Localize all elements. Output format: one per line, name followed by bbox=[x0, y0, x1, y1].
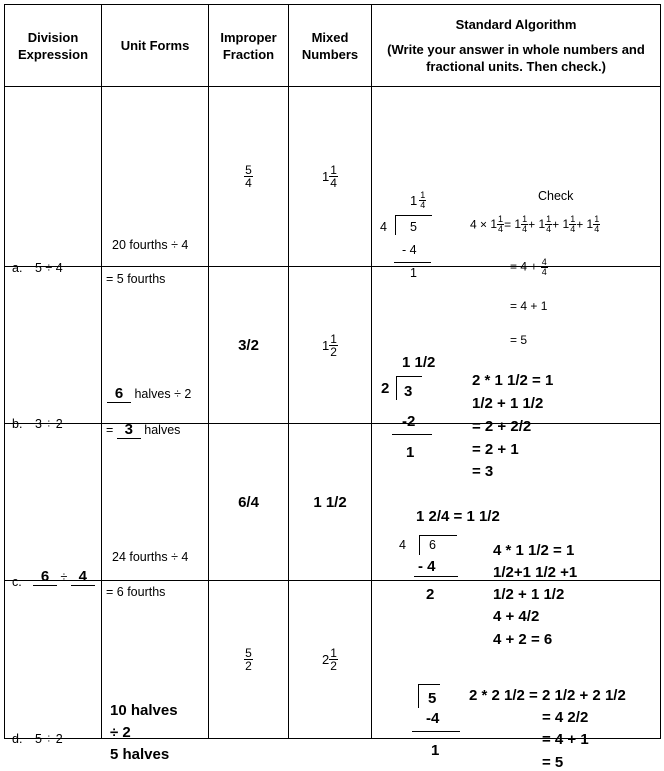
check-line: 2 * 2 1/2 = 2 1/2 + 2 1/2 bbox=[469, 686, 626, 704]
check-line: = 4 + 1 bbox=[510, 298, 548, 313]
subtraction: -2 bbox=[402, 413, 416, 430]
dividend: 3 bbox=[404, 383, 413, 400]
subtraction: - 4 bbox=[402, 242, 417, 257]
division-expression: 5 ÷ 2 bbox=[35, 731, 63, 746]
row-label: c. bbox=[12, 575, 22, 589]
remainder: 2 bbox=[426, 586, 435, 603]
remainder: 1 bbox=[410, 265, 417, 280]
division-bracket bbox=[418, 684, 419, 708]
remainder: 1 bbox=[406, 444, 415, 461]
check-line: = 2 + 1 bbox=[472, 441, 519, 458]
algo-subtitle: (Write your answer in whole numbers and fractional units. Then check.) bbox=[387, 42, 645, 74]
mixed-number: 1 1/2 bbox=[313, 493, 347, 511]
unit-form-result: = 6 fourths bbox=[106, 585, 166, 599]
unit-form-result: = 5 fourths bbox=[106, 271, 166, 286]
division-expression: 3 ÷ 2 bbox=[35, 417, 63, 431]
check-line: = 5 bbox=[510, 332, 528, 347]
check-line: = 2 + 2/2 bbox=[472, 418, 532, 435]
unit-form-line: 10 halves bbox=[110, 701, 178, 719]
unit-form-result: = 3 halves bbox=[106, 421, 181, 438]
check-line: 2 * 1 1/2 = 1 bbox=[472, 372, 554, 389]
division-worksheet-table bbox=[4, 4, 661, 771]
check-line: 4 + 2 = 6 bbox=[493, 631, 553, 648]
mixed-number: 1 $\frac{1}{4}$ bbox=[322, 163, 337, 190]
table-row bbox=[5, 87, 661, 267]
divisor: 4 bbox=[380, 219, 387, 234]
row-label: d. bbox=[12, 731, 23, 746]
division-bracket bbox=[396, 376, 397, 400]
check-line: = 4 + 1 bbox=[542, 730, 589, 748]
quotient: 1 $\frac{1}{4}$ bbox=[410, 189, 426, 210]
improper-fraction: 6/4 bbox=[238, 493, 259, 511]
division-bracket bbox=[419, 535, 420, 555]
improper-fraction: 3/2 bbox=[238, 336, 259, 354]
subtraction: -4 bbox=[426, 709, 440, 727]
improper-fraction: $\frac{5}{2}$ bbox=[245, 646, 252, 673]
mixed-number: 2 $\frac{1}{2}$ bbox=[322, 646, 337, 673]
algo-title: Standard Algorithm bbox=[455, 17, 577, 32]
check-line: 4 * 1 1/2 = 1 bbox=[493, 542, 575, 559]
check-line: = 5 bbox=[542, 753, 564, 771]
unit-form-line: 20 fourths ÷ 4 bbox=[112, 237, 189, 252]
subtraction: - 4 bbox=[418, 558, 436, 575]
check-line: 1/2 + 1 1/2 bbox=[493, 586, 565, 603]
divisor: 2 bbox=[381, 380, 390, 397]
check-line: 4 × 1 $\frac{1}{4}$ = 1 $\frac{1}{4}$ + 1 $\frac{1}{4}$ + 1 $\frac{1}{4}$ + 1 $\frac{1}{4}$ bbox=[470, 213, 600, 234]
dividend: 5 bbox=[410, 219, 417, 234]
unit-form-line: 6 halves ÷ 2 bbox=[107, 385, 191, 403]
improper-fraction: $\frac{5}{4}$ bbox=[245, 163, 252, 190]
header-improper-fraction: Improper Fraction bbox=[209, 5, 289, 87]
unit-form-result: 5 halves bbox=[110, 745, 170, 763]
division-expression: 6 ÷ 4 bbox=[33, 568, 95, 586]
row-label: a. bbox=[12, 260, 23, 275]
mixed-number: 1 $\frac{1}{2}$ bbox=[322, 331, 337, 359]
table-row bbox=[5, 424, 661, 581]
check-label: Check bbox=[538, 188, 574, 203]
division-expression: 5 ÷ 4 bbox=[35, 260, 63, 275]
header-standard-algorithm bbox=[372, 5, 661, 87]
header-division-expression: Division Expression bbox=[5, 5, 102, 87]
header-mixed-numbers: Mixed Numbers bbox=[289, 5, 372, 87]
quotient: 1 2/4 = 1 1/2 bbox=[416, 508, 500, 525]
check-line: 1/2+1 1/2 +1 bbox=[493, 564, 578, 581]
dividend: 5 bbox=[428, 689, 437, 707]
remainder: 1 bbox=[431, 741, 440, 759]
divisor: 4 bbox=[399, 538, 406, 552]
quotient: 1 1/2 bbox=[402, 354, 436, 371]
check-line: = 4 2/2 bbox=[542, 708, 589, 726]
check-line: = 4 + $\frac{4}{4}$ bbox=[510, 256, 547, 277]
row-label: b. bbox=[12, 417, 23, 431]
header-unit-forms: Unit Forms bbox=[102, 5, 209, 87]
division-bracket bbox=[395, 215, 396, 235]
unit-form-line: ÷ 2 bbox=[110, 723, 131, 741]
dividend: 6 bbox=[429, 538, 436, 552]
unit-form-line: 24 fourths ÷ 4 bbox=[112, 550, 189, 564]
table-row bbox=[5, 267, 661, 424]
check-line: 4 + 4/2 bbox=[493, 608, 540, 625]
table-row bbox=[5, 581, 661, 739]
check-line: = 3 bbox=[472, 463, 494, 480]
check-line: 1/2 + 1 1/2 bbox=[472, 395, 544, 412]
